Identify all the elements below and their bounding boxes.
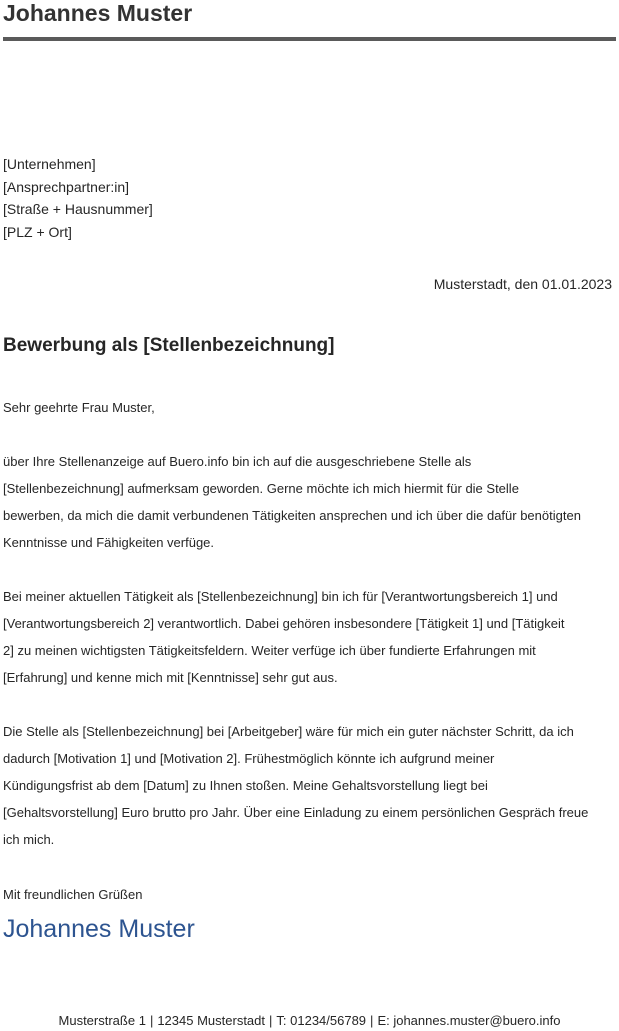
letterhead-divider bbox=[3, 37, 616, 41]
footer-separator: | bbox=[149, 1013, 154, 1028]
recipient-contact-person: [Ansprechpartner:in] bbox=[3, 178, 130, 195]
paragraph-line: [Gehaltsvorstellung] Euro brutto pro Jahr. Über eine Einladung zu einem persönlichen Gespräch freue bbox=[3, 805, 589, 820]
body-paragraph-1 bbox=[3, 448, 616, 556]
paragraph-line: [Stellenbezeichnung] aufmerksam geworden. Gerne möchte ich mich hiermit für die Stelle bbox=[3, 481, 519, 496]
footer-contact bbox=[0, 1012, 619, 1030]
closing-phrase: Mit freundlichen Grüßen bbox=[3, 887, 143, 902]
paragraph-line: [Erfahrung] und kenne mich mit [Kenntnisse] sehr gut aus. bbox=[3, 670, 338, 685]
footer-city: 12345 Musterstadt bbox=[157, 1013, 266, 1028]
salutation: Sehr geehrte Frau Muster, bbox=[3, 400, 155, 415]
footer-phone: T: 01234/56789 bbox=[276, 1013, 367, 1028]
paragraph-line: Die Stelle als [Stellenbezeichnung] bei [Arbeitgeber] wäre für mich ein guter nächster Schritt, da ich bbox=[3, 724, 574, 739]
footer-separator: | bbox=[370, 1013, 374, 1028]
footer-separator: | bbox=[269, 1013, 273, 1028]
recipient-address bbox=[3, 153, 153, 243]
paragraph-line: Bei meiner aktuellen Tätigkeit als [Stellenbezeichnung] bin ich für [Verantwortungsbereich 1] und bbox=[3, 589, 558, 604]
paragraph-line: 2] zu meinen wichtigsten Tätigkeitsfeldern. Weiter verfüge ich über fundierte Erfahrungen mit bbox=[3, 643, 536, 658]
paragraph-line: bewerben, da mich die damit verbundenen Tätigkeiten ansprechen und ich über die dafür benötigten bbox=[3, 508, 581, 523]
body-paragraph-2 bbox=[3, 583, 616, 691]
subject-line: Bewerbung als [Stellenbezeichnung] bbox=[3, 335, 335, 356]
body-paragraph-3 bbox=[3, 718, 616, 853]
paragraph-line: dadurch [Motivation 1] und [Motivation 2]. Frühestmöglich könnte ich aufgrund meiner bbox=[3, 751, 495, 766]
paragraph-line: ich mich. bbox=[3, 832, 55, 847]
signature-name: Johannes Muster bbox=[3, 915, 195, 943]
recipient-postal-city: [PLZ + Ort] bbox=[3, 223, 72, 240]
paragraph-line: über Ihre Stellenanzeige auf Buero.info bin ich auf die ausgeschriebene Stelle als bbox=[3, 454, 472, 469]
paragraph-line: Kündigungsfrist ab dem [Datum] zu Ihnen stoßen. Meine Gehaltsvorstellung liegt bei bbox=[3, 778, 488, 793]
letterhead-name: Johannes Muster bbox=[3, 0, 193, 26]
recipient-company: [Unternehmen] bbox=[3, 156, 96, 172]
recipient-street: [Straße + Hausnummer] bbox=[3, 201, 153, 217]
footer-email[interactable]: E: johannes.muster@buero.info bbox=[377, 1013, 561, 1028]
place-and-date: Musterstadt, den 01.01.2023 bbox=[433, 276, 612, 292]
paragraph-line: Kenntnisse und Fähigkeiten verfüge. bbox=[3, 535, 215, 550]
footer-address: Musterstraße 1 bbox=[58, 1013, 146, 1028]
paragraph-line: [Verantwortungsbereich 2] verantwortlich. Dabei gehören insbesondere [Tätigkeit 1] und [Tätigkeit bbox=[3, 616, 565, 631]
